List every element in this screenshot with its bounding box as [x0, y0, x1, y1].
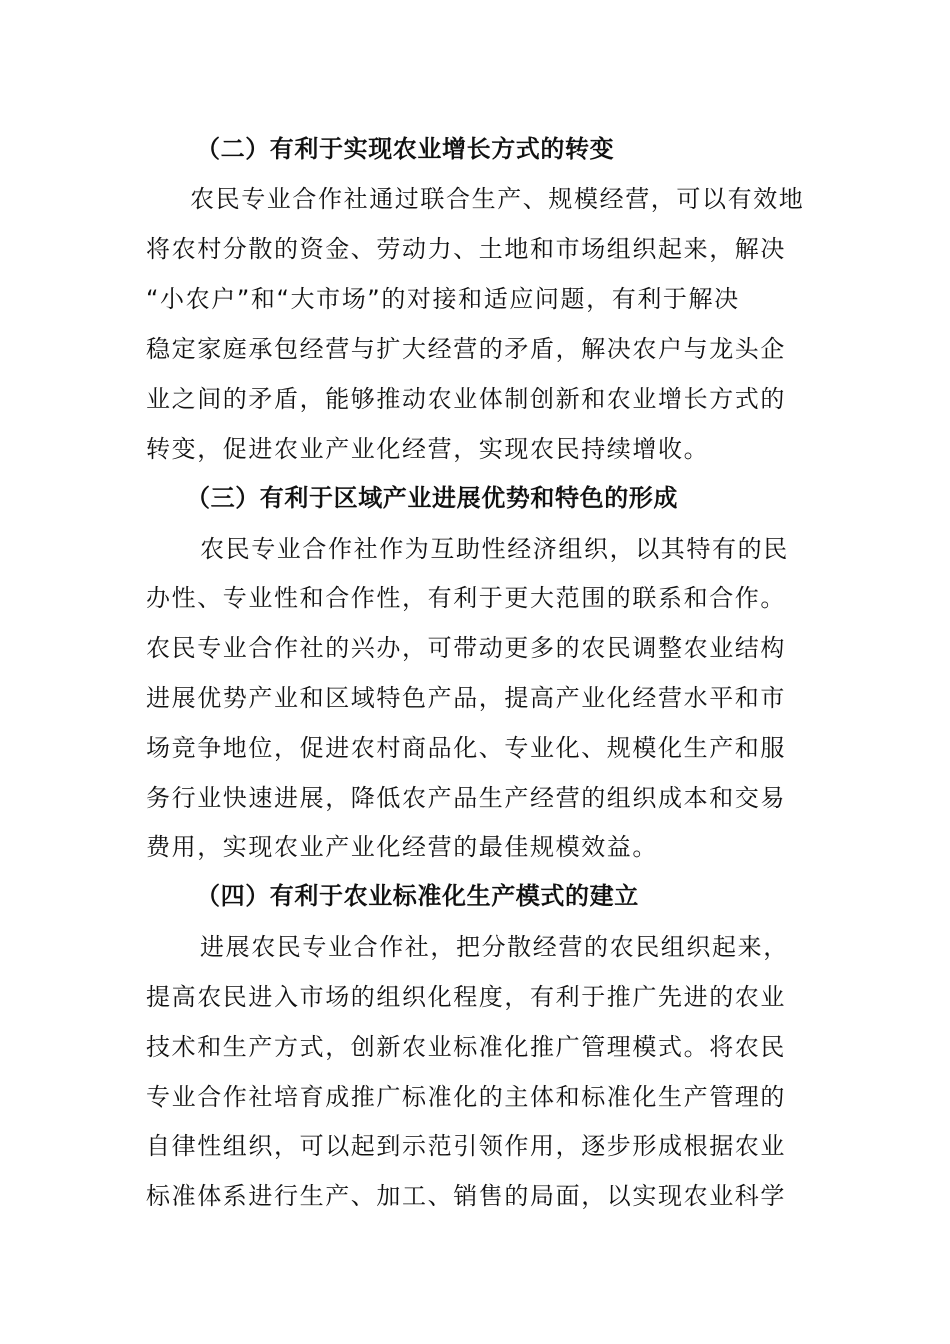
paragraph-line: 标准体系进行生产、加工、销售的局面，以实现农业科学	[146, 1182, 786, 1210]
paragraph-line: 进展优势产业和区域特色产品，提高产业化经营水平和市	[146, 684, 786, 712]
paragraph-line: 场竞争地位，促进农村商品化、专业化、规模化生产和服	[146, 734, 786, 762]
paragraph-line: 技术和生产方式，创新农业标准化推广管理模式。将农民	[146, 1033, 786, 1061]
paragraph-line: 办性、专业性和合作性，有利于更大范围的联系和合作。	[146, 584, 786, 612]
paragraph-line: 转变，促进农业产业化经营，实现农民持续增收。	[146, 435, 710, 463]
paragraph-line: 业之间的矛盾，能够推动农业体制创新和农业增长方式的	[146, 385, 786, 413]
section-heading-4: （四）有利于农业标准化生产模式的建立	[196, 882, 639, 910]
paragraph-line: 进展农民专业合作社，把分散经营的农民组织起来，	[200, 933, 789, 961]
paragraph-line: 将农村分散的资金、劳动力、土地和市场组织起来，解决	[146, 235, 786, 263]
paragraph-line: “小农户”和“大市场”的对接和适应问题，有利于解决	[146, 285, 740, 313]
paragraph-line: 稳定家庭承包经营与扩大经营的矛盾，解决农户与龙头企	[146, 335, 786, 363]
paragraph-line: 费用，实现农业产业化经营的最佳规模效益。	[146, 833, 658, 861]
paragraph-line: 农民专业合作社通过联合生产、规模经营，可以有效地	[190, 185, 805, 213]
section-heading-3: （三）有利于区域产业进展优势和特色的形成	[186, 484, 678, 512]
paragraph-line: 农民专业合作社作为互助性经济组织，以其特有的民	[200, 535, 789, 563]
paragraph-line: 农民专业合作社的兴办，可带动更多的农民调整农业结构	[146, 634, 786, 662]
paragraph-line: 自律性组织，可以起到示范引领作用，逐步形成根据农业	[146, 1132, 786, 1160]
paragraph-line: 提高农民进入市场的组织化程度，有利于推广先进的农业	[146, 983, 786, 1011]
paragraph-line: 务行业快速进展，降低农产品生产经营的组织成本和交易	[146, 784, 786, 812]
paragraph-line: 专业合作社培育成推广标准化的主体和标准化生产管理的	[146, 1083, 786, 1111]
section-heading-2: （二）有利于实现农业增长方式的转变	[196, 135, 615, 163]
